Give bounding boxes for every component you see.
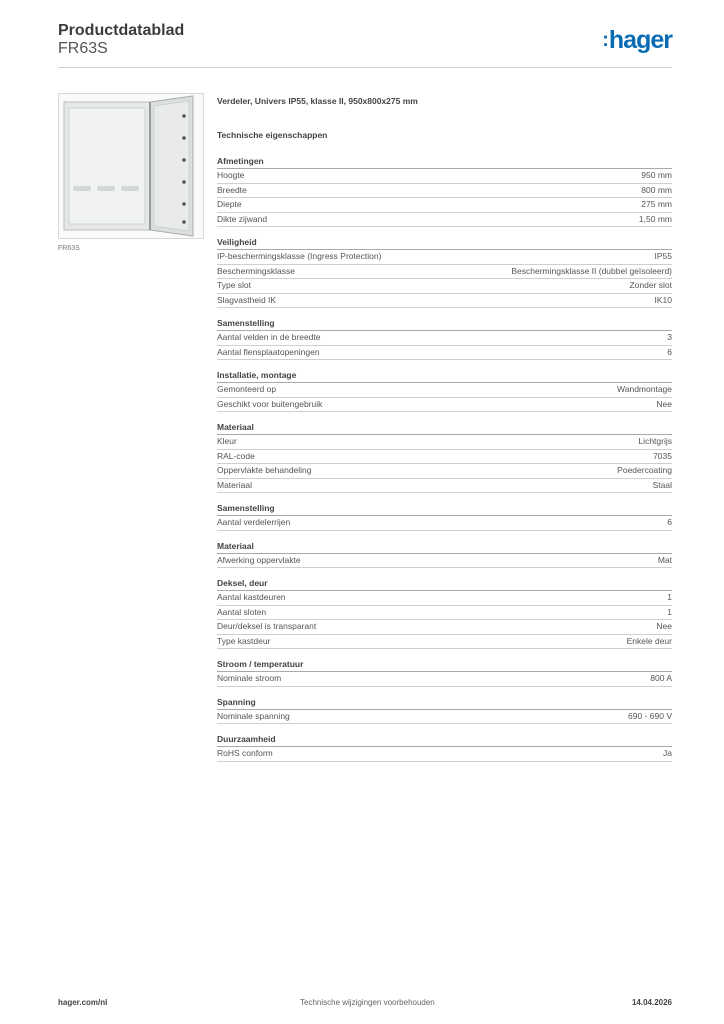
spec-row bbox=[217, 213, 672, 228]
spec-section bbox=[217, 655, 672, 687]
spec-section bbox=[217, 499, 672, 531]
spec-row bbox=[217, 169, 672, 184]
spec-value: 800 mm bbox=[641, 184, 672, 195]
spec-value: 275 mm bbox=[641, 199, 672, 209]
spec-row bbox=[217, 346, 672, 361]
spec-content bbox=[217, 96, 672, 762]
product-image bbox=[58, 93, 204, 239]
section-title: Installatie, montage bbox=[217, 366, 672, 383]
spec-label: Kleur bbox=[217, 436, 237, 446]
spec-label: Materiaal bbox=[217, 479, 252, 490]
spec-value: IP55 bbox=[654, 251, 672, 261]
spec-label: Aantal sloten bbox=[217, 606, 267, 617]
spec-value: 950 mm bbox=[641, 170, 672, 180]
spec-section bbox=[217, 366, 672, 412]
spec-row bbox=[217, 747, 672, 762]
spec-value: Staal bbox=[652, 479, 672, 490]
product-description: Verdeler, Univers IP55, klasse II, 950x800x275 mm bbox=[217, 96, 418, 106]
section-title: Samenstelling bbox=[217, 314, 672, 331]
spec-row bbox=[217, 516, 672, 531]
spec-value: Nee bbox=[656, 621, 672, 631]
spec-value: 7035 bbox=[653, 450, 672, 461]
spec-value: IK10 bbox=[654, 294, 672, 305]
spec-label: Slagvastheid IK bbox=[217, 294, 277, 305]
spec-label: Oppervlakte behandeling bbox=[217, 465, 312, 475]
spec-value: 6 bbox=[667, 346, 672, 357]
spec-section bbox=[217, 233, 672, 308]
spec-label: Diepte bbox=[217, 199, 242, 209]
spec-section bbox=[217, 730, 672, 762]
spec-label: Gemonteerd op bbox=[217, 384, 277, 394]
spec-value: 1 bbox=[667, 592, 672, 602]
spec-section bbox=[217, 537, 672, 569]
spec-label: IP-beschermingsklasse (Ingress Protection) bbox=[217, 251, 382, 261]
spec-label: Beschermingsklasse bbox=[217, 265, 295, 276]
logo-text: hager bbox=[608, 26, 672, 54]
spec-row bbox=[217, 383, 672, 398]
spec-row bbox=[217, 554, 672, 569]
spec-value: 1 bbox=[667, 606, 672, 617]
spec-row bbox=[217, 279, 672, 294]
spec-row bbox=[217, 265, 672, 280]
spec-value: 800 A bbox=[650, 673, 672, 683]
footer-disclaimer: Technische wijzigingen voorbehouden bbox=[300, 998, 435, 1007]
page-title: Productdatablad bbox=[58, 22, 185, 39]
spec-row bbox=[217, 198, 672, 213]
spec-value: Mat bbox=[657, 554, 672, 565]
product-code: FR63S bbox=[58, 40, 108, 57]
spec-value: 1,50 mm bbox=[638, 213, 672, 224]
section-title: Samenstelling bbox=[217, 499, 672, 516]
spec-row bbox=[217, 591, 672, 606]
spec-row bbox=[217, 620, 672, 635]
spec-label: Dikte zijwand bbox=[217, 213, 268, 224]
footer-date: 14.04.2026 bbox=[631, 998, 672, 1007]
section-title: Afmetingen bbox=[217, 152, 672, 169]
section-title: Materiaal bbox=[217, 537, 672, 554]
hager-logo: :hager bbox=[602, 26, 672, 54]
header-divider bbox=[58, 67, 672, 68]
spec-label: Afwerking oppervlakte bbox=[217, 554, 301, 565]
spec-label: Nominale spanning bbox=[217, 710, 290, 721]
spec-row bbox=[217, 294, 672, 309]
spec-label: Aantal verdelerrijen bbox=[217, 517, 291, 527]
spec-label: Aantal velden in de breedte bbox=[217, 332, 321, 342]
spec-row bbox=[217, 464, 672, 479]
spec-label: Geschikt voor buitengebruik bbox=[217, 398, 323, 409]
spec-row bbox=[217, 672, 672, 687]
section-title: Veiligheid bbox=[217, 233, 672, 250]
spec-label: Breedte bbox=[217, 184, 247, 195]
spec-label: Nominale stroom bbox=[217, 673, 282, 683]
spec-value: Poedercoating bbox=[617, 465, 672, 475]
spec-label: Aantal kastdeuren bbox=[217, 592, 286, 602]
image-caption: FR63S bbox=[58, 245, 80, 252]
spec-value: 3 bbox=[667, 332, 672, 342]
spec-section bbox=[217, 152, 672, 227]
spec-value: Beschermingsklasse II (dubbel geïsoleerd) bbox=[511, 265, 672, 276]
spec-value: Wandmontage bbox=[617, 384, 672, 394]
spec-row bbox=[217, 398, 672, 413]
spec-value: Lichtgrijs bbox=[638, 436, 672, 446]
spec-row bbox=[217, 250, 672, 265]
spec-row bbox=[217, 450, 672, 465]
spec-value: 690 - 690 V bbox=[628, 710, 672, 721]
spec-row bbox=[217, 184, 672, 199]
spec-row bbox=[217, 479, 672, 494]
spec-value: Ja bbox=[663, 748, 672, 758]
section-title: Duurzaamheid bbox=[217, 730, 672, 747]
spec-row bbox=[217, 331, 672, 346]
spec-section bbox=[217, 314, 672, 360]
spec-value: Nee bbox=[656, 398, 672, 409]
spec-label: Hoogte bbox=[217, 170, 245, 180]
spec-row bbox=[217, 635, 672, 650]
spec-sections bbox=[217, 152, 672, 762]
spec-section bbox=[217, 574, 672, 649]
spec-value: Enkele deur bbox=[626, 635, 672, 646]
spec-label: Deur/deksel is transparant bbox=[217, 621, 317, 631]
spec-label: RAL-code bbox=[217, 450, 255, 461]
spec-label: RoHS conform bbox=[217, 748, 273, 758]
section-title: Materiaal bbox=[217, 418, 672, 435]
section-title: Spanning bbox=[217, 693, 672, 710]
technical-heading: Technische eigenschappen bbox=[217, 130, 328, 140]
section-title: Stroom / temperatuur bbox=[217, 655, 672, 672]
spec-section bbox=[217, 693, 672, 725]
spec-value: 6 bbox=[667, 517, 672, 527]
spec-value: Zonder slot bbox=[629, 280, 672, 290]
spec-row bbox=[217, 710, 672, 725]
footer-website: hager.com/nl bbox=[58, 998, 108, 1007]
spec-row bbox=[217, 435, 672, 450]
section-title: Deksel, deur bbox=[217, 574, 672, 591]
distribution-cabinet-illustration bbox=[59, 94, 203, 238]
spec-label: Type slot bbox=[217, 280, 252, 290]
spec-row bbox=[217, 606, 672, 621]
spec-section bbox=[217, 418, 672, 493]
spec-label: Aantal flensplaatopeningen bbox=[217, 346, 320, 357]
spec-label: Type kastdeur bbox=[217, 635, 271, 646]
